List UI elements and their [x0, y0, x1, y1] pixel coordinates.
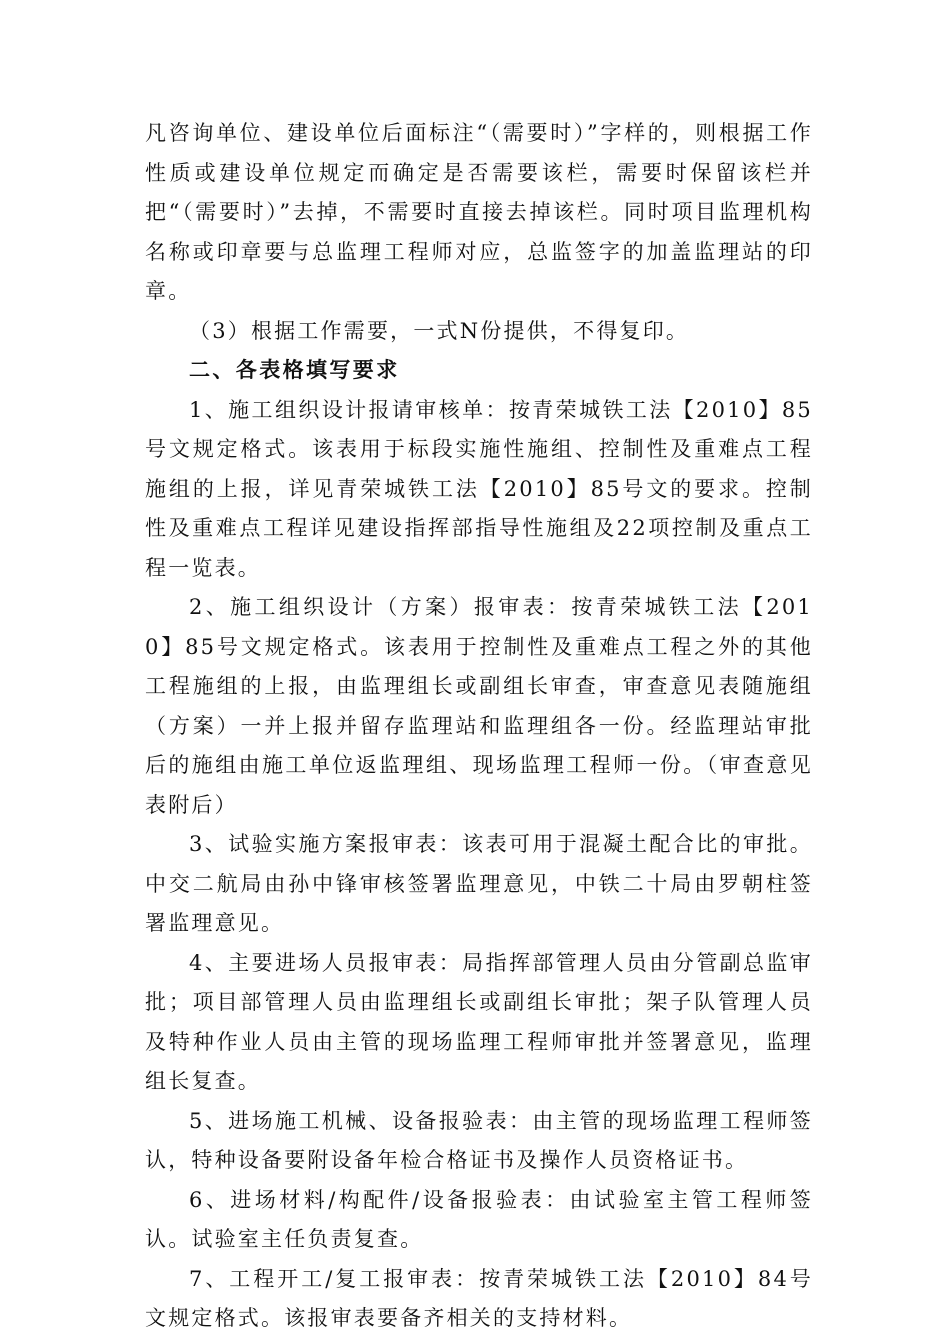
list-item-4: 4、主要进场人员报审表：局指挥部管理人员由分管副总监审批；项目部管理人员由监理组长或副组长审批；架子队管理人员及特种作业人员由主管的现场监理工程师审批并签署意见，监理组长复查。: [145, 950, 813, 1093]
list-item-7: 7、工程开工/复工报审表：按青荣城铁工法【2010】84号文规定格式。该报审表要备齐相关的支持材料。: [145, 1266, 813, 1330]
paragraph-copies: （3）根据工作需要，一式N份提供，不得复印。: [189, 318, 690, 343]
section-heading: 二、各表格填写要求: [189, 358, 400, 382]
list-item-1: 1、施工组织设计报请审核单：按青荣城铁工法【2010】85号文规定格式。该表用于标段实施性施组、控制性及重难点工程施组的上报，详见青荣城铁工法【2010】85号文的要求。控制性及重难点工程详见建设指挥部指导性施组及22项控制及重点工程一览表。: [145, 397, 813, 580]
list-item-6: 6、进场材料/构配件/设备报验表：由试验室主管工程师签认。试验室主任负责复查。: [145, 1187, 813, 1251]
list-item-3: 3、试验实施方案报审表：该表可用于混凝土配合比的审批。中交二航局由孙中锋审核签署监理意见，中铁二十局由罗朝柱签署监理意见。: [145, 832, 813, 935]
list-item-5: 5、进场施工机械、设备报验表：由主管的现场监理工程师签认，特种设备要附设备年检合格证书及操作人员资格证书。: [145, 1108, 813, 1172]
list-item-2: 2、施工组织设计（方案）报审表：按青荣城铁工法【2010】85号文规定格式。该表用于控制性及重难点工程之外的其他工程施组的上报，由监理组长或副组长审查，审查意见表随施组（方案）一并上报并留存监理站和监理组各一份。经监理站审批后的施组由施工单位返监理组、现场监理工程师一份。（审查意见表附后）: [145, 595, 813, 817]
document-body: [145, 114, 813, 1339]
paragraph-consulting-units: 凡咨询单位、建设单位后面标注“（需要时）”字样的，则根据工作性质或建设单位规定而确定是否需要该栏，需要时保留该栏并把“（需要时）”去掉，不需要时直接去掉该栏。同时项目监理机构名称或印章要与总监理工程师对应，总监签字的加盖监理站的印章。: [145, 121, 813, 303]
